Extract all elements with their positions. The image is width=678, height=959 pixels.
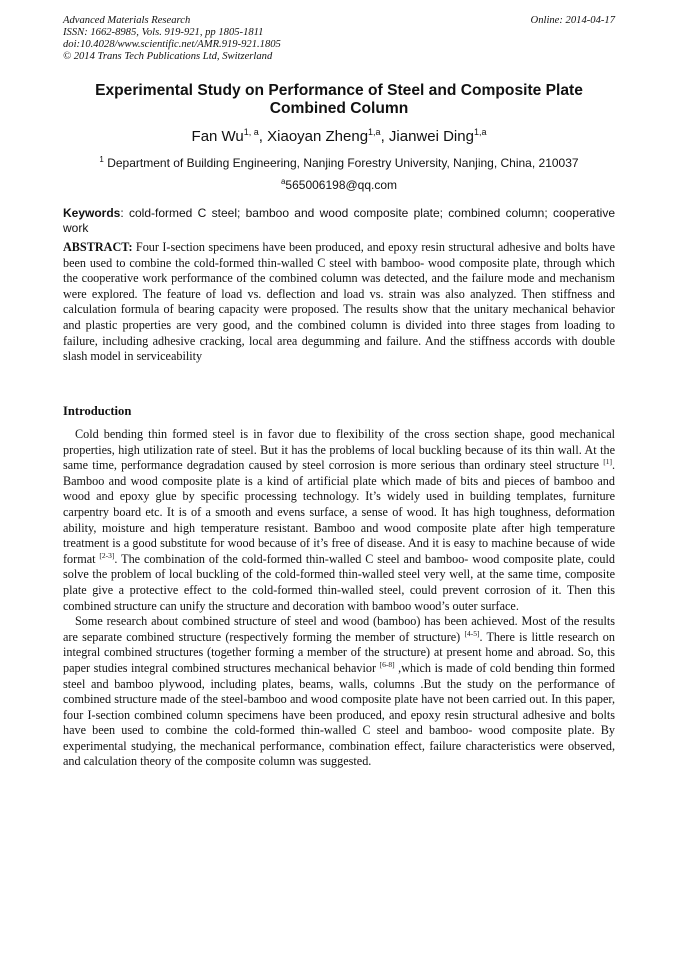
online-date: Online: 2014-04-17 bbox=[530, 15, 615, 26]
journal-copyright: © 2014 Trans Tech Publications Ltd, Switzerland bbox=[63, 51, 273, 62]
paragraph-text: . The combination of the cold-formed thin-walled C steel and bamboo- wood composite plate, could solve the problem of local buckling of the cold-formed thin-walled steel very well, at the same time, composite plate give a protective effect to the cold-formed thin-walled steel, could prevent corrosion of it. Then this combined structure can unify the structure and decoration with bamboo wood’s outer surface. bbox=[63, 551, 615, 613]
paragraph-text: . There is little research on integral combined structures (together forming a member of the structure) at present home and abroad. So, this paper studies integral combined structures mechanical behavior bbox=[63, 629, 615, 675]
keywords-text: : cold-formed C steel; bamboo and wood composite plate; combined column; cooperative work bbox=[63, 206, 615, 235]
author-name: Xiaoyan Zheng bbox=[267, 128, 369, 145]
affiliation-superscript: 1 bbox=[99, 155, 104, 164]
paragraph-text: Cold bending thin formed steel is in favor due to flexibility of the cross section shape, good mechanical properties, high utilization rate of steel. But it has the problems of local buckling because of its thin wall. At the same time, performance degradation caused by steel corrosion is more serious than ordinary steel structure bbox=[63, 427, 615, 473]
paragraph-text: ,which is made of cold bending thin formed steel and bamboo plywood, including plates, beams, walls, columns .But the study on the performance of combined structure made of the steel-bamboo and wood composite plate have not been carried out. In this paper, four I-section combined column specimens have been produced, and epoxy resin structural adhesive and bolts have been used to combine the cold-formed thin-walled C steel and bamboo- wood composite plate. By experimental studying, the mechanical performance, combination effect, failure characteristics were observed, and calculation theory of the composite column was suggested. bbox=[63, 660, 615, 769]
citation-ref: [1] bbox=[603, 457, 612, 467]
abstract-text: Four I-section specimens have been produced, and epoxy resin structural adhesive and bolts have been used to combine the cold-formed thin-walled C steel with bamboo- wood composite plate, through which the cooperative work performance of the combined column was detected, and the failure mode and mechanism were explored. The feature of load vs. deflection and load vs. strain was also analyzed. Then stiffness and calculation formula of bearing capacity were proposed. The results show that the unitary mechanical behavior and plastic properties are very good, and the combined column is divided into three stages from loading to failure, including adhesive cracking, local area degumming and failure. And the stiffness accords with double slash model in serviceability bbox=[63, 240, 615, 364]
paragraph bbox=[63, 614, 615, 770]
author-superscript: 1,a bbox=[368, 127, 381, 137]
keywords bbox=[63, 206, 615, 236]
author-list: Fan Wu$^{1, a}$, Xiaoyan Zheng$^{1,a}$, Jianwei Ding$^{1,a}$ bbox=[191, 127, 487, 145]
journal-issn: ISSN: 1662-8985, Vols. 919-921, pp 1805-1811 bbox=[63, 27, 264, 38]
citation-ref: [2-3] bbox=[99, 550, 115, 560]
paper-title: Experimental Study on Performance of Steel and Composite Plate Combined Column bbox=[95, 82, 583, 117]
author-superscript: 1, a bbox=[243, 127, 259, 137]
section-heading-introduction: Introduction bbox=[63, 404, 132, 418]
citation-ref: [6-8] bbox=[379, 659, 395, 669]
citation-ref: [4-5] bbox=[464, 628, 480, 638]
paragraph-text: . Bamboo and wood composite plate is a kind of artificial plate which made of bits and pieces of bamboo and wood and epoxy glue by specific processing technology. It’s widely used in building templates, furniture carpentry board etc. It is of a smooth and evens surface, a sense of wood. It has high toughness, deformation ability, moisture and high temperature resistant. Bamboo and wood composite plate after high temperature treatment is a good substitute for wood because of it’s free of disease. And it is easy to machine because of wide format bbox=[63, 458, 615, 566]
affiliation bbox=[63, 156, 615, 170]
author-name: Jianwei Ding bbox=[388, 128, 474, 145]
email-superscript: a bbox=[280, 177, 286, 186]
affiliation-text: Department of Building Engineering, Nanjing Forestry University, Nanjing, China, 210037 bbox=[107, 156, 579, 170]
email-text: 565006198@qq.com bbox=[285, 178, 398, 192]
paragraph bbox=[63, 427, 615, 614]
author-superscript: 1,a bbox=[473, 127, 487, 137]
author-name: Fan Wu bbox=[191, 128, 244, 145]
journal-name: Advanced Materials Research bbox=[63, 15, 191, 26]
journal-header bbox=[63, 15, 615, 63]
paragraph-text: Some research about combined structure of steel and wood (bamboo) has been achieved. Most of the results are separate combined structure (respectively forming the member of structure) bbox=[63, 614, 615, 644]
introduction-body bbox=[63, 427, 615, 770]
keywords-label: Keywords bbox=[63, 206, 121, 220]
abstract-label: ABSTRACT: bbox=[63, 240, 133, 254]
author-email bbox=[63, 178, 615, 192]
journal-doi: doi:10.4028/www.scientific.net/AMR.919-921.1805 bbox=[63, 39, 281, 50]
abstract bbox=[63, 240, 615, 365]
